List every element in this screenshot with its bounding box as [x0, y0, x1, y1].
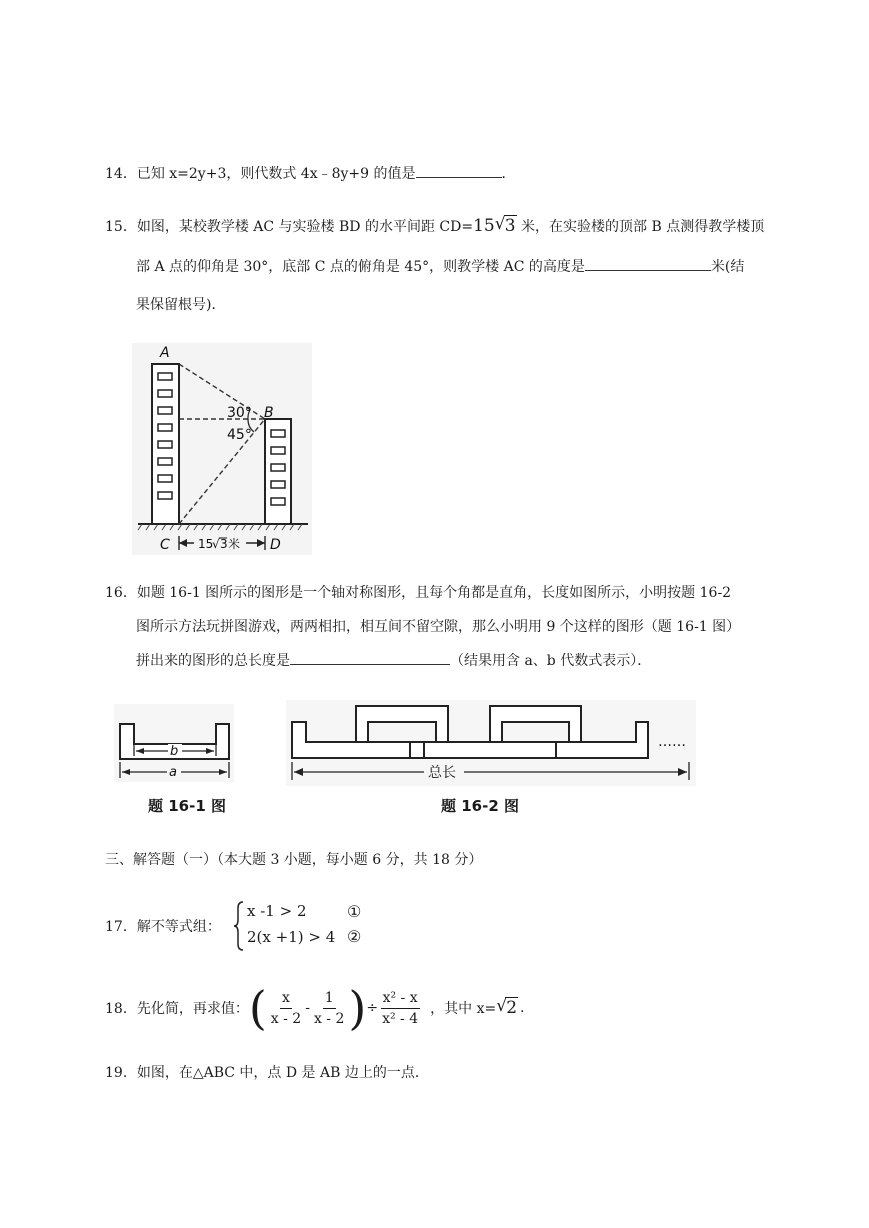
- q15-answer-blank[interactable]: [585, 258, 711, 271]
- q18-value-radical: √ 2: [496, 996, 518, 1018]
- q17-number: 17．: [105, 919, 137, 935]
- radical-sign-icon: √: [496, 996, 508, 1016]
- fraction-3: $\frac{\text{x² - x}}{\text{x² - 4}}$: [382, 989, 419, 1027]
- radical-sign-icon: √: [212, 537, 220, 551]
- right-paren-icon: ): [348, 981, 367, 1035]
- angle-45-label: 45°: [227, 427, 252, 443]
- q18-tail-text: ，其中 x=: [430, 1001, 497, 1017]
- q17-inequality-2: 2(x +1) > 4: [247, 928, 336, 946]
- radical-sign-icon: √: [494, 214, 506, 234]
- q17-inequality-1: x -1 > 2: [247, 902, 307, 920]
- q16-figure-2: [286, 700, 696, 786]
- label-b: b: [170, 744, 179, 759]
- distance-unit: 米: [228, 537, 241, 551]
- q18-end: .: [520, 1000, 525, 1016]
- q14-number: 14．: [105, 166, 137, 182]
- label-c: C: [160, 537, 170, 553]
- distance-coefficient: 15: [198, 537, 214, 551]
- continuation-ellipsis: ……: [658, 734, 686, 750]
- q16-text-1: 如题 16-1 图所示的图形是一个轴对称图形，且每个角都是直角，长度如图所示，小明按题 16-2: [136, 585, 732, 601]
- q17-mark-1: ①: [347, 902, 362, 921]
- label-a: a: [169, 765, 177, 780]
- q19: [105, 1062, 429, 1082]
- q15-building-figure: [132, 343, 312, 555]
- q16-text-2: 图所示方法玩拼图游戏，两两相扣，相互间不留空隙，那么小明用 9 个这样的图形（题 16-1 图）: [136, 619, 741, 635]
- q15-text-1a: 如图，某校教学楼 AC 与实验楼 BD 的水平间距 CD=: [136, 219, 474, 235]
- total-length-label: 总长: [428, 765, 456, 781]
- q15-cd-radical: √ 3: [494, 214, 516, 236]
- q16-line-1: [105, 582, 731, 602]
- distance-radicand: 3: [220, 537, 228, 551]
- angle-30-label: 30°: [227, 405, 252, 421]
- q19-number: 19．: [105, 1065, 137, 1081]
- q16-line-3: [136, 650, 651, 670]
- q14-text: 已知 x=2y+3，则代数式 4x﹣8y+9 的值是: [136, 166, 416, 182]
- fraction-1: $\frac{x}{x - 2}$: [270, 989, 302, 1027]
- left-paren-icon: (: [248, 981, 267, 1035]
- q16-line-2: [136, 616, 740, 636]
- q16-answer-blank[interactable]: [290, 652, 450, 665]
- q15-text-1b: 米，在实验楼的顶部 B 点测得教学楼顶: [516, 219, 765, 235]
- q14-text-end: ．: [501, 166, 516, 182]
- q16-number: 16．: [105, 585, 137, 601]
- q16-figure-1-caption: 题 16-1 图: [148, 797, 226, 815]
- q15-text-3: 果保留根号)．: [136, 297, 226, 313]
- q17-mark-2: ②: [347, 927, 362, 946]
- minus-sign: -: [305, 1000, 310, 1016]
- q14: [105, 163, 516, 183]
- divide-sign: ÷: [366, 1000, 379, 1016]
- q15-number: 15．: [105, 219, 137, 235]
- q18-number: 18．: [105, 1001, 137, 1017]
- q18: [105, 978, 524, 1038]
- fraction-2: $\frac{1}{x - 2}$: [313, 989, 345, 1027]
- q17-prefix: [105, 916, 221, 936]
- q15-cd-coefficient: 15: [473, 216, 495, 236]
- q17: [105, 898, 465, 954]
- q16-figure-2-caption: 题 16-2 图: [441, 797, 519, 815]
- section-3-heading: 三、解答题（一）（本大题 3 小题，每小题 6 分，共 18 分）: [105, 852, 483, 868]
- q18-text: 先化简，再求值：: [136, 1001, 249, 1017]
- q15-text-2b: 米(结: [710, 259, 745, 275]
- q14-answer-blank[interactable]: [416, 165, 502, 178]
- label-a: A: [160, 345, 170, 361]
- building-ac: [152, 364, 179, 524]
- q16-text-3b: （结果用含 a、b 代数式表示）．: [450, 653, 652, 669]
- q15-text-2a: 部 A 点的仰角是 30°，底部 C 点的俯角是 45°，则教学楼 AC 的高度是: [136, 259, 585, 275]
- q16-figure-1: [114, 704, 234, 782]
- q15-line-2: [136, 256, 744, 276]
- q17-text: 解不等式组：: [136, 919, 221, 935]
- q15-line-3: [136, 294, 225, 314]
- label-d: D: [270, 537, 281, 553]
- q15-line-1: [105, 216, 764, 236]
- q16-text-3a: 拼出来的图形的总长度是: [136, 653, 290, 669]
- label-b: B: [264, 405, 274, 421]
- left-brace-icon: [233, 900, 245, 952]
- q19-text: 如图，在△ABC 中，点 D 是 AB 边上的一点．: [136, 1065, 429, 1081]
